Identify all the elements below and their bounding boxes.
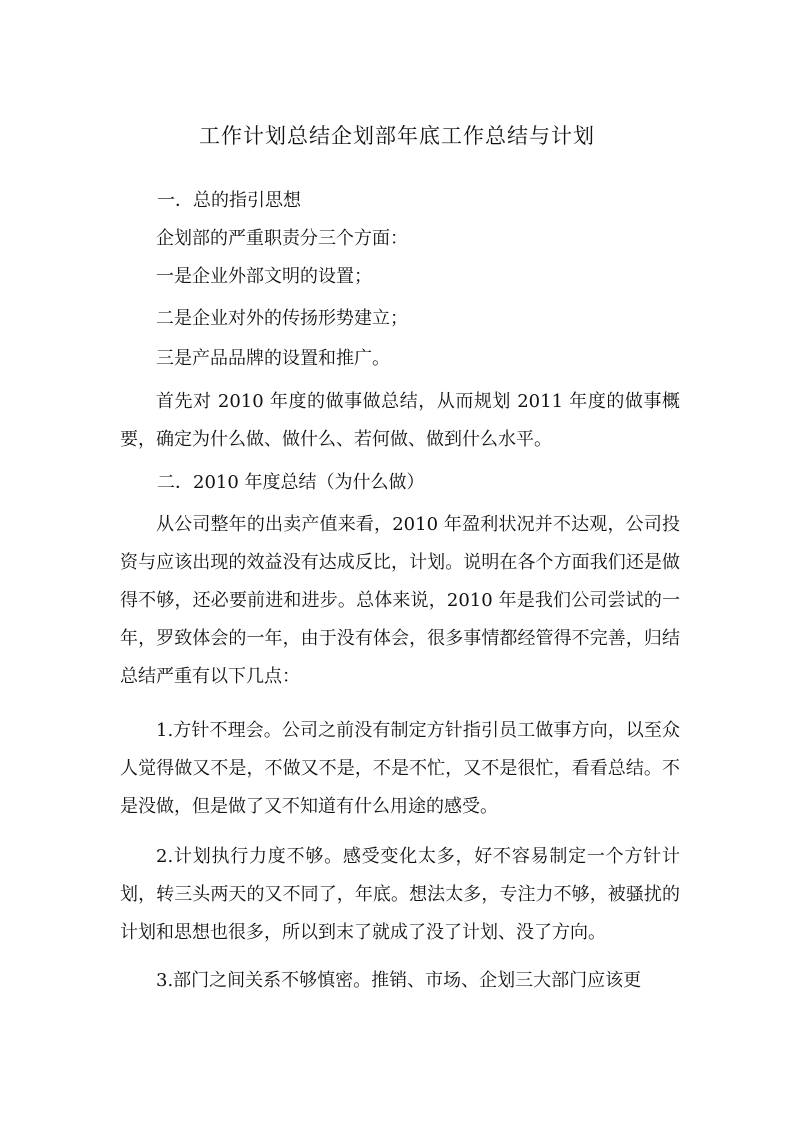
- point-2: 2.计划执行力度不够。感受变化太多，好不容易制定一个方针计划，转三头两天的又不同了，年底。想法太多，专注力不够，被骚扰的计划和思想也很多，所以到末了就成了没了计划、没了方向。: [120, 846, 680, 943]
- point-1: 1.方针不理会。公司之前没有制定方针指引员工做事方向，以至众人觉得做又不是，不做又不是，不是不忙，又不是很忙，看看总结。不是没做，但是做了又不知道有什么用途的感受。: [120, 720, 680, 817]
- paragraph-first: 首先对 2010 年度的做事做总结，从而规划 2011 年度的做事概要，确定为什么做、做什么、若何做、做到什么水平。: [120, 391, 680, 450]
- list-item-1: 一是企业外部文明的设置；: [156, 266, 372, 287]
- section-heading-1: 一．总的指引思想: [157, 190, 301, 211]
- section-heading-2: 二．2010 年度总结（为什么做）: [157, 472, 425, 493]
- point-3: 3.部门之间关系不够慎密。推销、市场、企划三大部门应该更: [156, 970, 642, 991]
- paragraph-intro: 企划部的严重职责分三个方面：: [156, 228, 408, 249]
- list-item-2: 二是企业对外的传扬形势建立；: [156, 308, 408, 329]
- paragraph-summary: 从公司整年的出卖产值来看，2010 年盈利状况并不达观，公司投资与应该出现的效益没有达成反比，计划。说明在各个方面我们还是做得不够，还必要前进和进步。总体来说，2010 年是我们公司尝试的一年，罗致体会的一年，由于没有体会，很多事情都经管得不完善，归结总结严重有以下几点：: [120, 514, 680, 687]
- document-title: 工作计划总结企划部年底工作总结与计划: [199, 124, 595, 148]
- list-item-3: 三是产品品牌的设置和推广。: [156, 348, 390, 369]
